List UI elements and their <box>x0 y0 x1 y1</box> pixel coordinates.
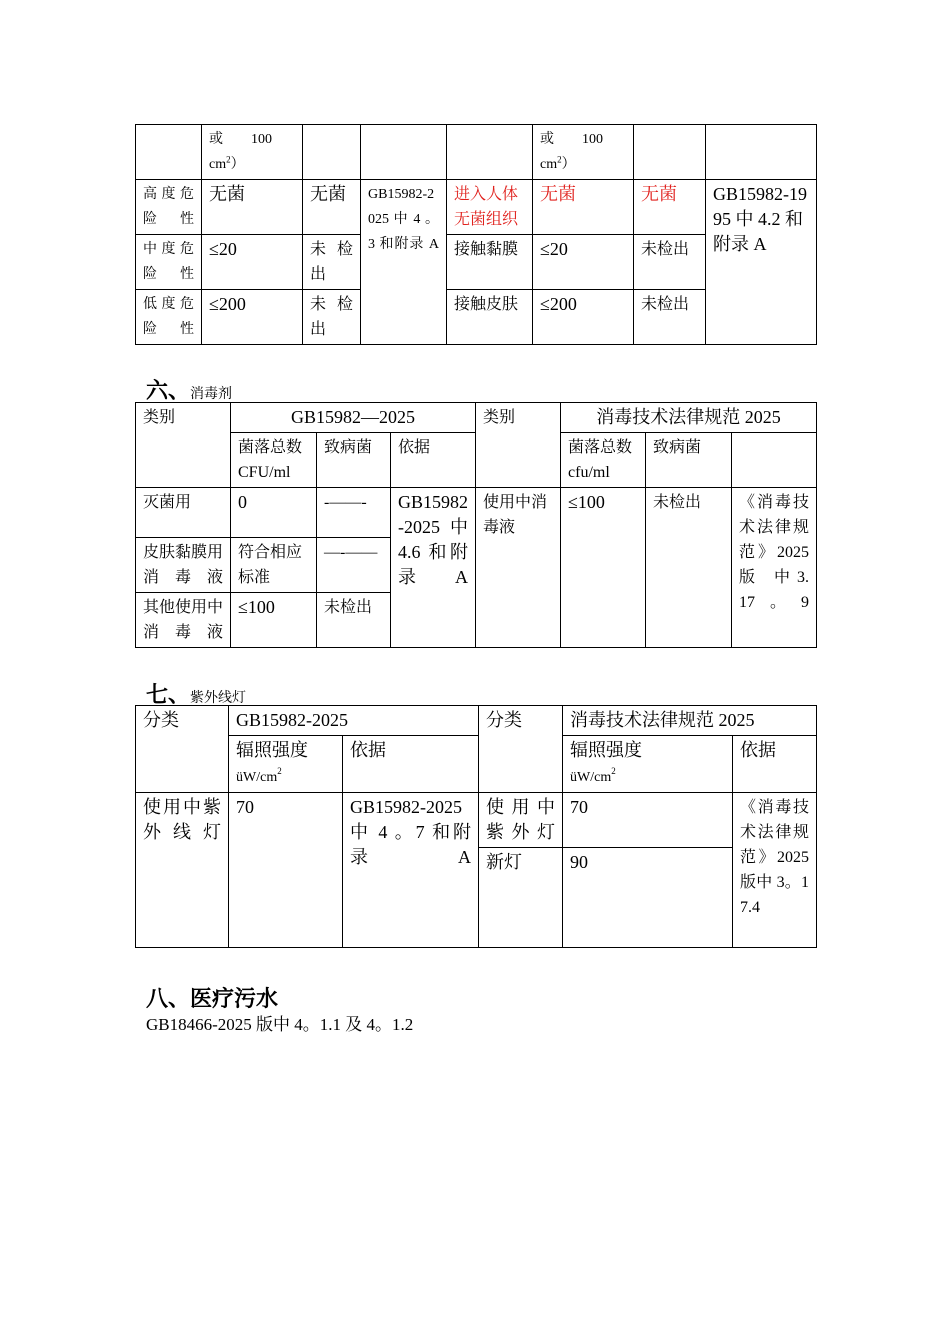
cell-text: üW/cm <box>570 770 612 785</box>
pathogen-b: 无菌 <box>634 180 706 235</box>
table-cell <box>706 125 817 180</box>
cell-text: 辐照强度 <box>236 740 308 760</box>
table-row <box>136 488 817 538</box>
table-cell <box>136 125 202 180</box>
disinfectant-category-b: 使用中消毒液 <box>476 488 561 648</box>
risk-category-b: 进入人体无菌组织 <box>447 180 533 235</box>
table-cell <box>303 125 361 180</box>
table-cell <box>361 125 447 180</box>
header-total-count: 菌落总数 CFU/ml <box>231 433 317 488</box>
pathogen: 未检出 <box>317 593 391 648</box>
header-intensity <box>229 736 343 793</box>
table-cell <box>447 125 533 180</box>
uv-category-b: 新灯 <box>479 848 563 948</box>
risk-category-b: 接触黏膜 <box>447 235 533 290</box>
table-row <box>136 180 817 235</box>
uv-intensity-b: 90 <box>563 848 733 948</box>
header-total-count-b: 菌落总数 cfu/ml <box>561 433 646 488</box>
basis-b: 《消毒技术法律规范》2025 版 中 3.17。9 <box>732 488 817 648</box>
cell-text: cm <box>209 157 227 172</box>
cell-text: üW/cm <box>236 770 278 785</box>
basis-b: 《消毒技术法律规范》2025 版中 3。17.4 <box>733 793 817 948</box>
header-basis: 依据 <box>391 433 476 488</box>
pathogen-b: 未检出 <box>646 488 732 648</box>
cell-text: 或 100 <box>540 132 603 147</box>
header-pathogen: 致病菌 <box>317 433 391 488</box>
table-row <box>136 706 817 736</box>
table-row <box>136 793 817 848</box>
header-standard-a: GB15982—2025 <box>231 403 476 433</box>
disinfectant-category: 灭菌用 <box>136 488 231 538</box>
section-heading-disinfectant <box>146 374 232 405</box>
pathogen: 无菌 <box>303 180 361 235</box>
table-sterility-requirements <box>135 124 817 345</box>
table-row <box>136 125 817 180</box>
total-count-b: ≤20 <box>533 235 634 290</box>
header-category-b: 分类 <box>479 706 563 793</box>
table-cell <box>732 433 817 488</box>
table-cell: 或 100 $cm^2$） <box>202 125 303 180</box>
section-heading-medical-wastewater: 八、医疗污水 <box>146 987 279 1012</box>
total-count-b: ≤200 <box>533 290 634 345</box>
pathogen: -——- <box>317 488 391 538</box>
cell-text: cm <box>540 157 558 172</box>
section-title: 紫外线灯 <box>190 691 247 706</box>
risk-category: 低度危险性 <box>136 290 202 345</box>
total-count-b: 无菌 <box>533 180 634 235</box>
pathogen: —-—— <box>317 538 391 593</box>
header-standard-b: 消毒技术法律规范 2025 <box>561 403 817 433</box>
section-number: 六、 <box>146 378 191 403</box>
total-count: ≤100 <box>231 593 317 648</box>
cell-text: 辐照强度 <box>570 740 642 760</box>
header-pathogen-b: 致病菌 <box>646 433 732 488</box>
risk-category: 中度危险性 <box>136 235 202 290</box>
total-count: 0 <box>231 488 317 538</box>
uv-intensity-b: 70 <box>563 793 733 848</box>
section-number: 七、 <box>146 682 191 707</box>
header-standard-b: 消毒技术法律规范 2025 <box>563 706 817 736</box>
cell-text: 或 100 <box>209 132 272 147</box>
uv-category-b: 使用中紫外灯 <box>479 793 563 848</box>
pathogen: 未检出 <box>303 235 361 290</box>
cell-text: ） <box>230 157 245 172</box>
risk-category: 高度危险性 <box>136 180 202 235</box>
table-disinfectant <box>135 402 817 648</box>
table-cell <box>634 125 706 180</box>
uv-category: 使用中紫外线灯 <box>136 793 229 948</box>
header-standard-a: GB15982-2025 <box>229 706 479 736</box>
header-basis: 依据 <box>343 736 479 793</box>
total-count: ≤200 <box>202 290 303 345</box>
total-count-b: ≤100 <box>561 488 646 648</box>
cell-text: ） <box>561 157 576 172</box>
section-text-medical-wastewater: GB18466-2025 版中 4。1.1 及 4。1.2 <box>146 1015 414 1034</box>
basis-a: GB15982-2025 中 4 。3 和附录 A <box>361 180 447 345</box>
basis-b: GB15982-1995 中 4.2 和附录 A <box>706 180 817 345</box>
cell-text: 2 <box>277 766 282 776</box>
basis-a: GB15982-2025 中 4 。7 和附录 A <box>343 793 479 948</box>
pathogen: 未检出 <box>303 290 361 345</box>
header-basis-b: 依据 <box>733 736 817 793</box>
header-category: 类别 <box>136 403 231 488</box>
uv-intensity: 70 <box>229 793 343 948</box>
table-uv-lamp <box>135 705 817 948</box>
disinfectant-category: 其他使用中消毒液 <box>136 593 231 648</box>
section-title: 消毒剂 <box>190 387 233 402</box>
cell-text: 2 <box>611 766 616 776</box>
header-category-b: 类别 <box>476 403 561 488</box>
pathogen-b: 未检出 <box>634 235 706 290</box>
total-count: 无菌 <box>202 180 303 235</box>
disinfectant-category: 皮肤黏膜用消毒液 <box>136 538 231 593</box>
total-count: 符合相应标准 <box>231 538 317 593</box>
basis-a: GB15982-2025 中 4.6 和附录 A <box>391 488 476 648</box>
header-intensity-b <box>563 736 733 793</box>
pathogen-b: 未检出 <box>634 290 706 345</box>
table-cell: 或 100 $cm^2$） <box>533 125 634 180</box>
table-row <box>136 736 817 793</box>
risk-category-b: 接触皮肤 <box>447 290 533 345</box>
total-count: ≤20 <box>202 235 303 290</box>
table-row <box>136 403 817 433</box>
header-category: 分类 <box>136 706 229 793</box>
